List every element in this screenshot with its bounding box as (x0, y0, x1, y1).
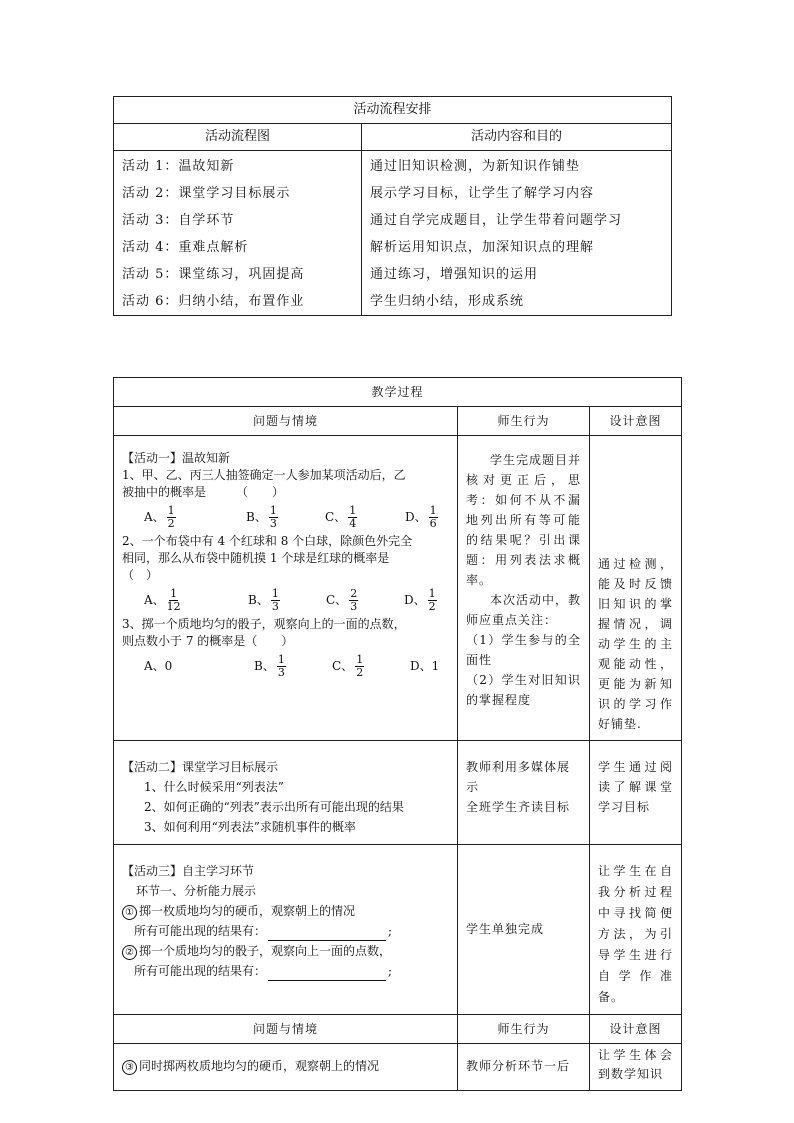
purpose-item: 解析运用知识点，加深知识点的理解 (370, 240, 595, 255)
activity-item: 活动 1：温故知新 (122, 159, 235, 174)
flow-col-right-header: 活动内容和目的 (362, 124, 672, 151)
flow-table-title: 活动流程安排 (114, 97, 672, 124)
activity-item: 活动 4：重难点解析 (122, 240, 249, 255)
activity-one-action (458, 436, 590, 741)
activity-two-action (458, 741, 590, 845)
fraction: $\frac{2}{3}$ (350, 586, 358, 613)
activity-three-problem (114, 845, 458, 1015)
action-paragraph: 学生完成题目并核对更正后，思考：如何不从不漏地列出所有等可能的结果呢？引出课题：用列表法求概率。 (466, 453, 582, 587)
answer-blank[interactable] (268, 968, 386, 981)
activity-three-design: 让学生在自我分析过程中寻找简便方法，为引导学生进行自学作准备。 (590, 845, 682, 1015)
activity-three-q3-action: 教师分析环节一后 (458, 1044, 590, 1091)
purpose-list (362, 151, 672, 316)
activity-three-q3-design: 让学生体会到数学知识 (590, 1044, 682, 1091)
coin-result-line: 所有可能出现的结果有： ; (122, 921, 449, 941)
q2-option-a: A、 $\frac{1}{12}$ (144, 586, 181, 613)
fraction: $\frac{1}{3}$ (271, 586, 279, 613)
q2-line-a: 2、一个布袋中有 4 个红球和 8 个白球，除颜色外完全 (122, 534, 413, 548)
q3-option-a: A、0 (144, 658, 173, 673)
q1-option-d: D、 $\frac{1}{6}$ (405, 503, 437, 530)
goal-item: 1、什么时候采用“列表法” (144, 780, 284, 794)
action-line: 教师利用多媒体展示 (466, 760, 571, 794)
goal-item: 3、如何利用“列表法”求随机事件的概率 (144, 820, 356, 834)
design-header: 设计意图 (590, 407, 682, 436)
process-table-title: 教学过程 (114, 378, 682, 407)
activity-item: 活动 2：课堂学习目标展示 (122, 186, 291, 201)
q2-option-c: C、 $\frac{2}{3}$ (326, 586, 358, 613)
q3-line-b: 则点数小于 7 的概率是（ ） (122, 634, 294, 648)
activity-one-design: 通过检测，能及时反馈旧知识的掌握情况，调动学生的主观能动性，更能为新知识的学习作好铺垫. (590, 436, 682, 741)
q1-option-a: A、 $\frac{1}{2}$ (144, 503, 175, 530)
activity-list (114, 151, 362, 316)
activity-three-heading: 【活动三】自主学习环节 (122, 864, 255, 878)
fraction: $\frac{1}{12}$ (166, 586, 181, 613)
q3-option-b: B、 $\frac{1}{3}$ (254, 652, 285, 679)
action-header: 师生行为 (458, 407, 590, 436)
flow-col-left-header: 活动流程图 (114, 124, 362, 151)
fraction: $\frac{1}{4}$ (349, 503, 357, 530)
purpose-item: 通过练习，增强知识的运用 (370, 267, 539, 282)
fraction: $\frac{1}{3}$ (277, 652, 285, 679)
activity-one-heading: 【活动一】温故知新 (122, 451, 231, 465)
action-header-repeat: 师生行为 (458, 1015, 590, 1044)
q1-line-b: 被抽中的概率是 （ ） (122, 485, 285, 499)
q2-line-b: 相同，那么从布袋中随机摸 1 个球是红球的概率是 (122, 551, 390, 565)
purpose-item: 通过自学完成题目，让学生带着问题学习 (370, 213, 623, 228)
action-paragraph: （2）学生对旧知识的掌握程度 (466, 673, 581, 707)
q1-option-b: B、 $\frac{1}{3}$ (246, 503, 277, 530)
q2-option-d: D、 $\frac{1}{2}$ (404, 586, 436, 613)
q1-option-c: C、 $\frac{1}{4}$ (325, 503, 357, 530)
q3-option-c: C、 $\frac{1}{2}$ (332, 652, 364, 679)
purpose-item: 通过旧知识检测，为新知识作铺垫 (370, 159, 581, 174)
goal-item: 2、如何正确的“列表”表示出所有可能出现的结果 (144, 800, 404, 814)
q3-line-a: 3、掷一个质地均匀的骰子，观察向上的一面的点数， (122, 617, 406, 631)
dice-question: ② 掷一个质地均匀的骰子，观察向上一面的点数， (122, 941, 449, 961)
design-header-repeat: 设计意图 (590, 1015, 682, 1044)
activity-one-problem (114, 436, 458, 741)
two-coins-question: ③ 同时掷两枚质地均匀的硬币，观察朝上的情况 (122, 1058, 449, 1075)
activity-item: 活动 5：课堂练习，巩固提高 (122, 267, 305, 282)
section-one-title: 环节一、分析能力展示 (136, 884, 257, 898)
purpose-item: 展示学习目标，让学生了解学习内容 (370, 186, 595, 201)
activity-two-heading: 【活动二】课堂学习目标展示 (122, 760, 279, 774)
activity-three-q3 (114, 1044, 458, 1091)
q1-line-a: 1、甲、乙、丙三人抽签确定一人参加某项活动后，乙 (122, 468, 406, 482)
problem-header: 问题与情境 (114, 407, 458, 436)
activity-two-problem (114, 741, 458, 845)
activity-two-design: 学生通过阅读了解课堂学习目标 (590, 741, 682, 845)
dice-result-line: 所有可能出现的结果有： ; (122, 961, 449, 981)
fraction: $\frac{1}{3}$ (269, 503, 277, 530)
action-line: 全班学生齐读目标 (466, 800, 571, 814)
fraction: $\frac{1}{2}$ (167, 503, 175, 530)
purpose-item: 学生归纳小结，形成系统 (370, 294, 525, 309)
q2-line-c: （ ） (122, 568, 159, 582)
fraction: $\frac{1}{2}$ (428, 586, 436, 613)
activity-flow-table (113, 96, 672, 316)
q3-option-d: D、1 (410, 658, 440, 673)
q3-options (122, 650, 449, 682)
q1-options (122, 501, 449, 533)
answer-blank[interactable] (268, 928, 386, 941)
activity-item: 活动 3：自学环节 (122, 213, 235, 228)
problem-header-repeat: 问题与情境 (114, 1015, 458, 1044)
activity-three-action: 学生单独完成 (458, 845, 590, 1015)
activity-item: 活动 6：归纳小结，布置作业 (122, 294, 305, 309)
coin-question: ① 掷一枚质地均匀的硬币，观察朝上的情况 (122, 901, 449, 921)
fraction: $\frac{1}{6}$ (429, 503, 437, 530)
q2-option-b: B、 $\frac{1}{3}$ (248, 586, 279, 613)
teaching-process-table (113, 377, 682, 1091)
fraction: $\frac{1}{2}$ (356, 652, 364, 679)
q2-options (122, 584, 449, 616)
action-paragraph: 本次活动中，教师应重点关注： (466, 593, 582, 627)
action-paragraph: （1）学生参与的全面性 (466, 633, 581, 667)
